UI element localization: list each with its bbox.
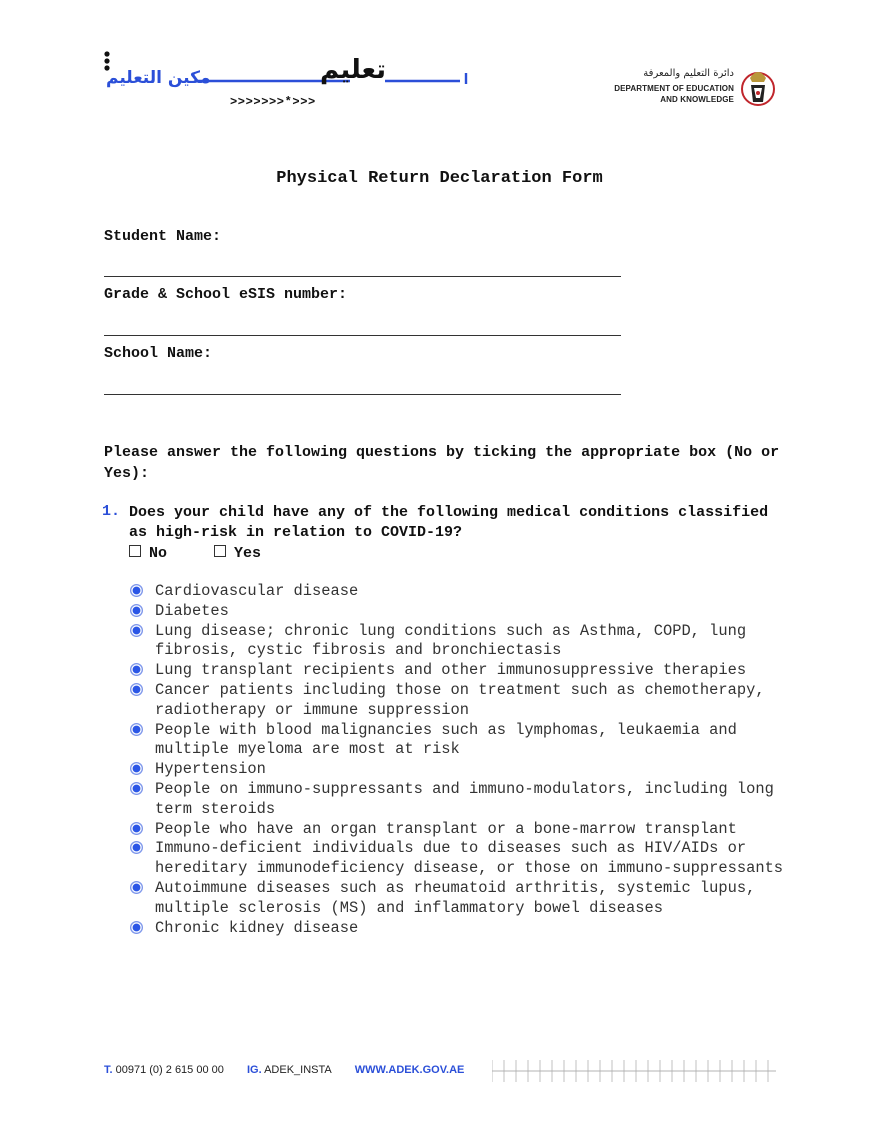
question-number: 1. <box>102 503 121 520</box>
yes-label: Yes <box>234 545 262 562</box>
question-text: Does your child have any of the following medical conditions classified as high-risk in relation to COVID-19? <box>129 504 769 541</box>
bullet-icon <box>130 624 143 637</box>
bullet-icon <box>130 663 143 676</box>
condition-text: Hypertension <box>155 760 266 779</box>
bullet-icon <box>130 723 143 736</box>
page-header <box>0 0 879 130</box>
condition-text: Chronic kidney disease <box>155 918 359 937</box>
list-item <box>129 602 789 622</box>
footer-instagram: IG. ADEK_INSTA <box>246 1064 332 1076</box>
condition-text: Cardiovascular disease <box>155 582 359 600</box>
condition-text: People who have an organ transplant or a bone-marrow transplant <box>155 819 737 838</box>
school-name-field[interactable] <box>104 394 621 395</box>
adek-english-name-line2: AND KNOWLEDGE <box>660 95 734 104</box>
answer-choices <box>129 545 299 562</box>
list-item <box>129 661 789 681</box>
condition-text: Autoimmune diseases such as rheumatoid arthritis, systemic lupus, multiple sclerosis (MS) and inflammatory bowel diseases <box>155 878 756 917</box>
student-name-label: Student Name: <box>104 228 222 245</box>
list-item <box>129 879 789 919</box>
list-item <box>129 622 789 662</box>
page-footer <box>104 1064 484 1076</box>
condition-text: Lung transplant recipients and other immunosuppressive therapies <box>155 661 747 680</box>
list-item <box>129 820 789 840</box>
instructions-text: Please answer the following questions by ticking the appropriate box (No or Yes): <box>104 444 780 482</box>
answer-yes[interactable] <box>214 545 261 562</box>
list-item <box>129 721 789 761</box>
conditions-list <box>129 582 789 938</box>
condition-text: People with blood malignancies such as lymphomas, leukaemia and multiple myeloma are most at risk <box>155 720 737 759</box>
bullet-icon <box>130 683 143 696</box>
list-item <box>129 839 789 879</box>
tamkeen-logo-arabic: مكين التعليم <box>106 68 211 88</box>
form-title: Physical Return Declaration Form <box>276 169 603 188</box>
bullet-icon <box>130 921 143 934</box>
bullet-icon <box>130 822 143 835</box>
grade-esis-field[interactable] <box>104 335 621 336</box>
no-label: No <box>149 545 168 562</box>
school-name-label: School Name: <box>104 345 213 362</box>
tamkeen-logo <box>100 48 470 120</box>
bullet-icon <box>130 881 143 894</box>
footer-grid-decoration <box>492 1060 776 1082</box>
list-item <box>129 681 789 721</box>
bullet-icon <box>130 782 143 795</box>
condition-text: Lung disease; chronic lung conditions such as Asthma, COPD, lung fibrosis, cystic fibrosis and bronchiectasis <box>155 621 747 660</box>
list-item <box>129 582 789 602</box>
no-checkbox[interactable] <box>129 545 141 557</box>
tamkeen-logo-arabic-large: تعليم <box>319 55 386 85</box>
grade-esis-label: Grade & School eSIS number: <box>104 286 348 303</box>
footer-website-link[interactable]: WWW.ADEK.GOV.AE <box>354 1064 465 1076</box>
list-item <box>129 780 789 820</box>
answer-no[interactable] <box>129 545 167 562</box>
bullet-icon <box>130 762 143 775</box>
condition-text: Diabetes <box>155 601 229 620</box>
list-item <box>129 919 789 939</box>
condition-text: Immuno-deficient individuals due to diseases such as HIV/AIDs or hereditary immunodeficiency disease, or those on immuno-suppressants <box>155 839 784 878</box>
student-name-field[interactable] <box>104 276 621 277</box>
bullet-icon <box>130 604 143 617</box>
bullet-icon <box>130 584 143 597</box>
bullet-icon <box>130 841 143 854</box>
yes-checkbox[interactable] <box>214 545 226 557</box>
list-item <box>129 760 789 780</box>
condition-text: Cancer patients including those on treatment such as chemotherapy, radiotherapy or immune suppression <box>155 680 765 719</box>
adek-logo <box>614 64 776 112</box>
abu-dhabi-emblem-icon <box>740 64 776 110</box>
footer-phone: T. 00971 (0) 2 615 00 00 <box>104 1064 224 1076</box>
adek-english-name-line1: DEPARTMENT OF EDUCATION <box>614 84 734 93</box>
condition-text: People on immuno-suppressants and immuno-modulators, including long term steroids <box>155 779 774 818</box>
adek-arabic-name: دائرة التعليم والمعرفة <box>643 68 734 79</box>
tamkeen-logo-arrows: >>>>>>>*>>> <box>230 95 316 109</box>
